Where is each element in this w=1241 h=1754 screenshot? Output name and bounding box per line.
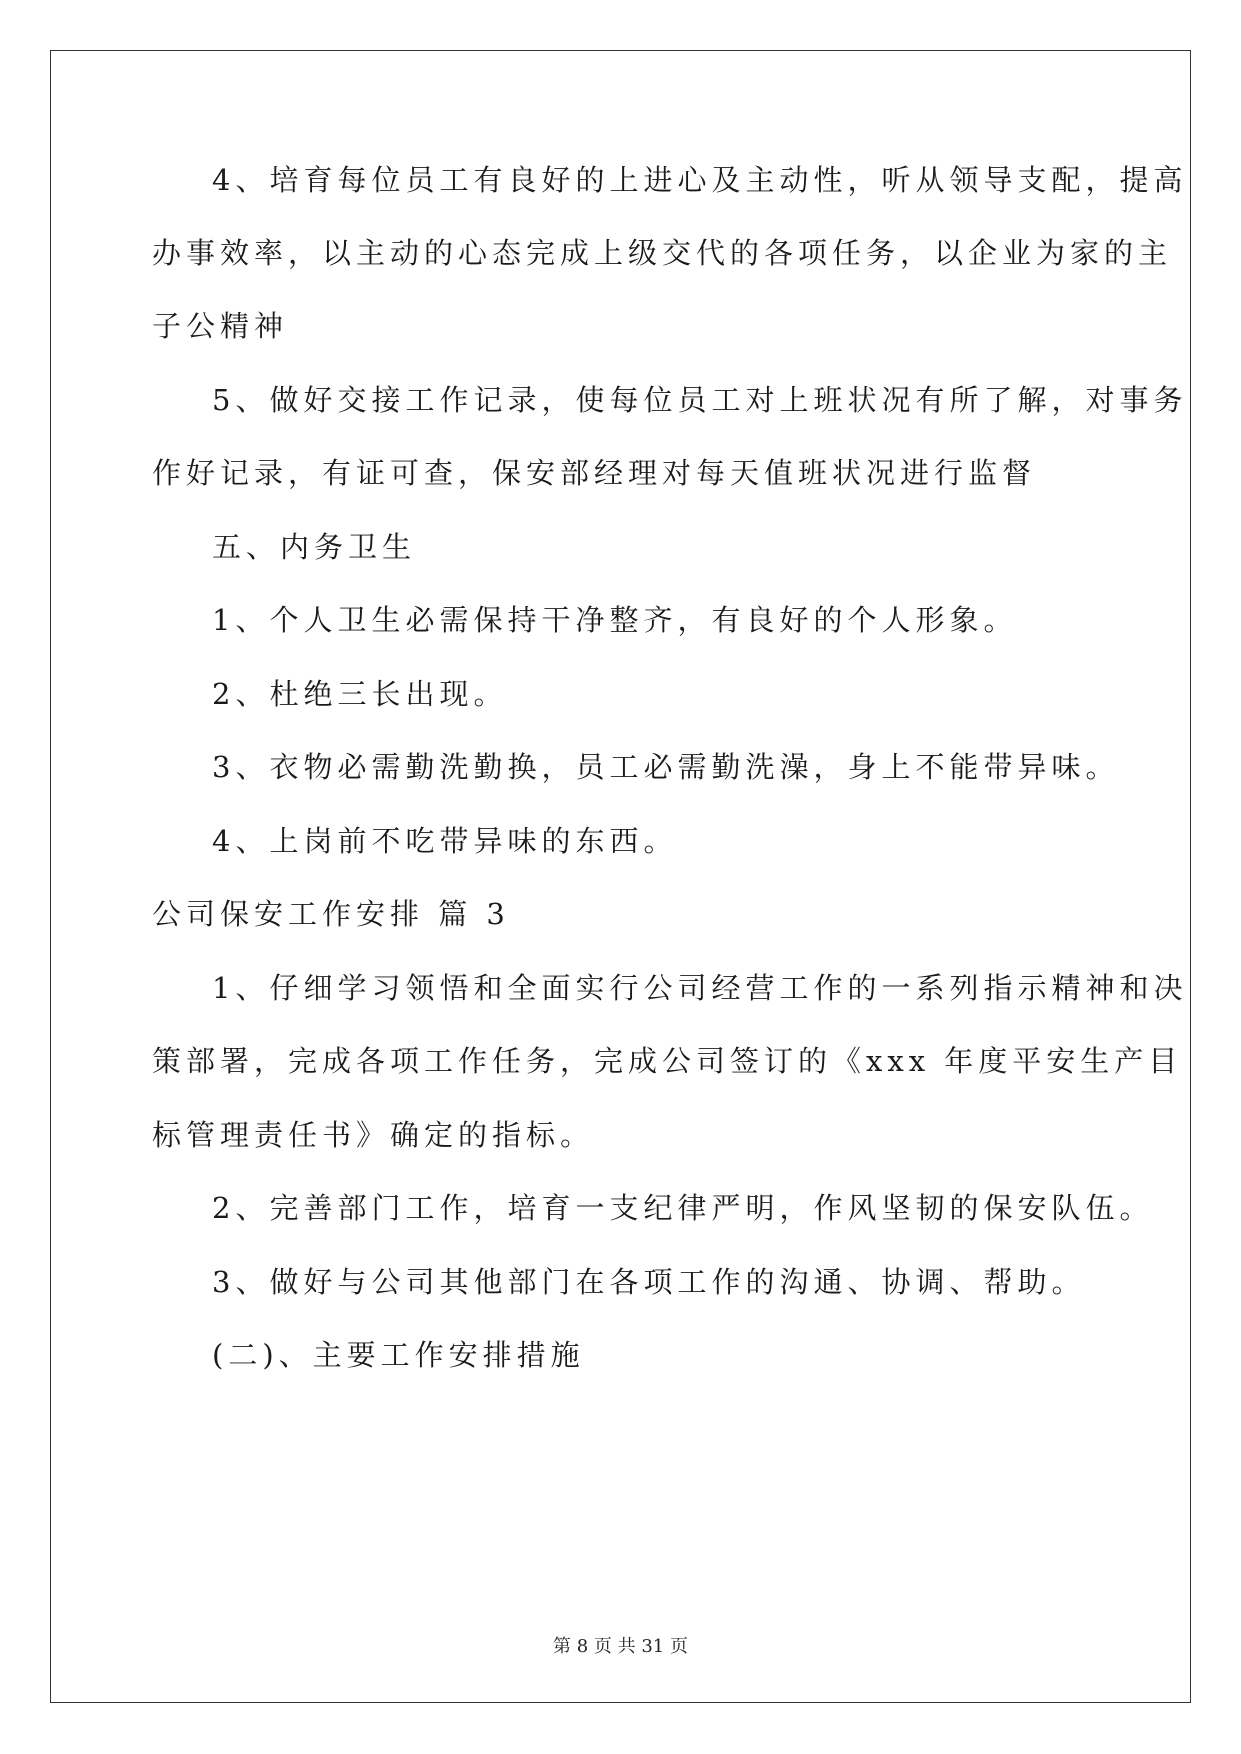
paragraph-line: 1、仔细学习领悟和全面实行公司经营工作的一系列指示精神和决 [212,971,1188,1005]
section-heading: (二)、主要工作安排措施 [212,1338,585,1372]
section-heading: 五、内务卫生 [212,530,417,564]
paragraph-line: 3、衣物必需勤洗勤换，员工必需勤洗澡，身上不能带异味。 [212,750,1120,784]
paragraph-line: 1、个人卫生必需保持干净整齐，有良好的个人形象。 [212,603,1018,637]
paragraph-line: 办事效率，以主动的心态完成上级交代的各项任务，以企业为家的主 [152,236,1173,270]
paragraph-line: 作好记录，有证可查，保安部经理对每天值班状况进行监督 [152,456,1037,490]
paragraph-line: 4、培育每位员工有良好的上进心及主动性，听从领导支配，提高 [212,163,1188,197]
paragraph-line: 2、完善部门工作，培育一支纪律严明，作风坚韧的保安队伍。 [212,1191,1154,1225]
article-heading: 公司保安工作安排 篇 3 [152,897,510,931]
page-number-footer: 第 8 页 共 31 页 [553,1636,688,1657]
paragraph-line: 标管理责任书》确定的指标。 [152,1118,595,1152]
paragraph-line: 子公精神 [152,309,289,343]
paragraph-line: 4、上岗前不吃带异味的东西。 [212,824,678,858]
paragraph-line: 策部署，完成各项工作任务，完成公司签订的《xxx 年度平安生产目 [152,1044,1183,1078]
paragraph-line: 2、杜绝三长出现。 [212,677,508,711]
page-border [50,50,1191,1703]
paragraph-line: 5、做好交接工作记录，使每位员工对上班状况有所了解，对事务 [212,383,1188,417]
paragraph-line: 3、做好与公司其他部门在各项工作的沟通、协调、帮助。 [212,1265,1086,1299]
